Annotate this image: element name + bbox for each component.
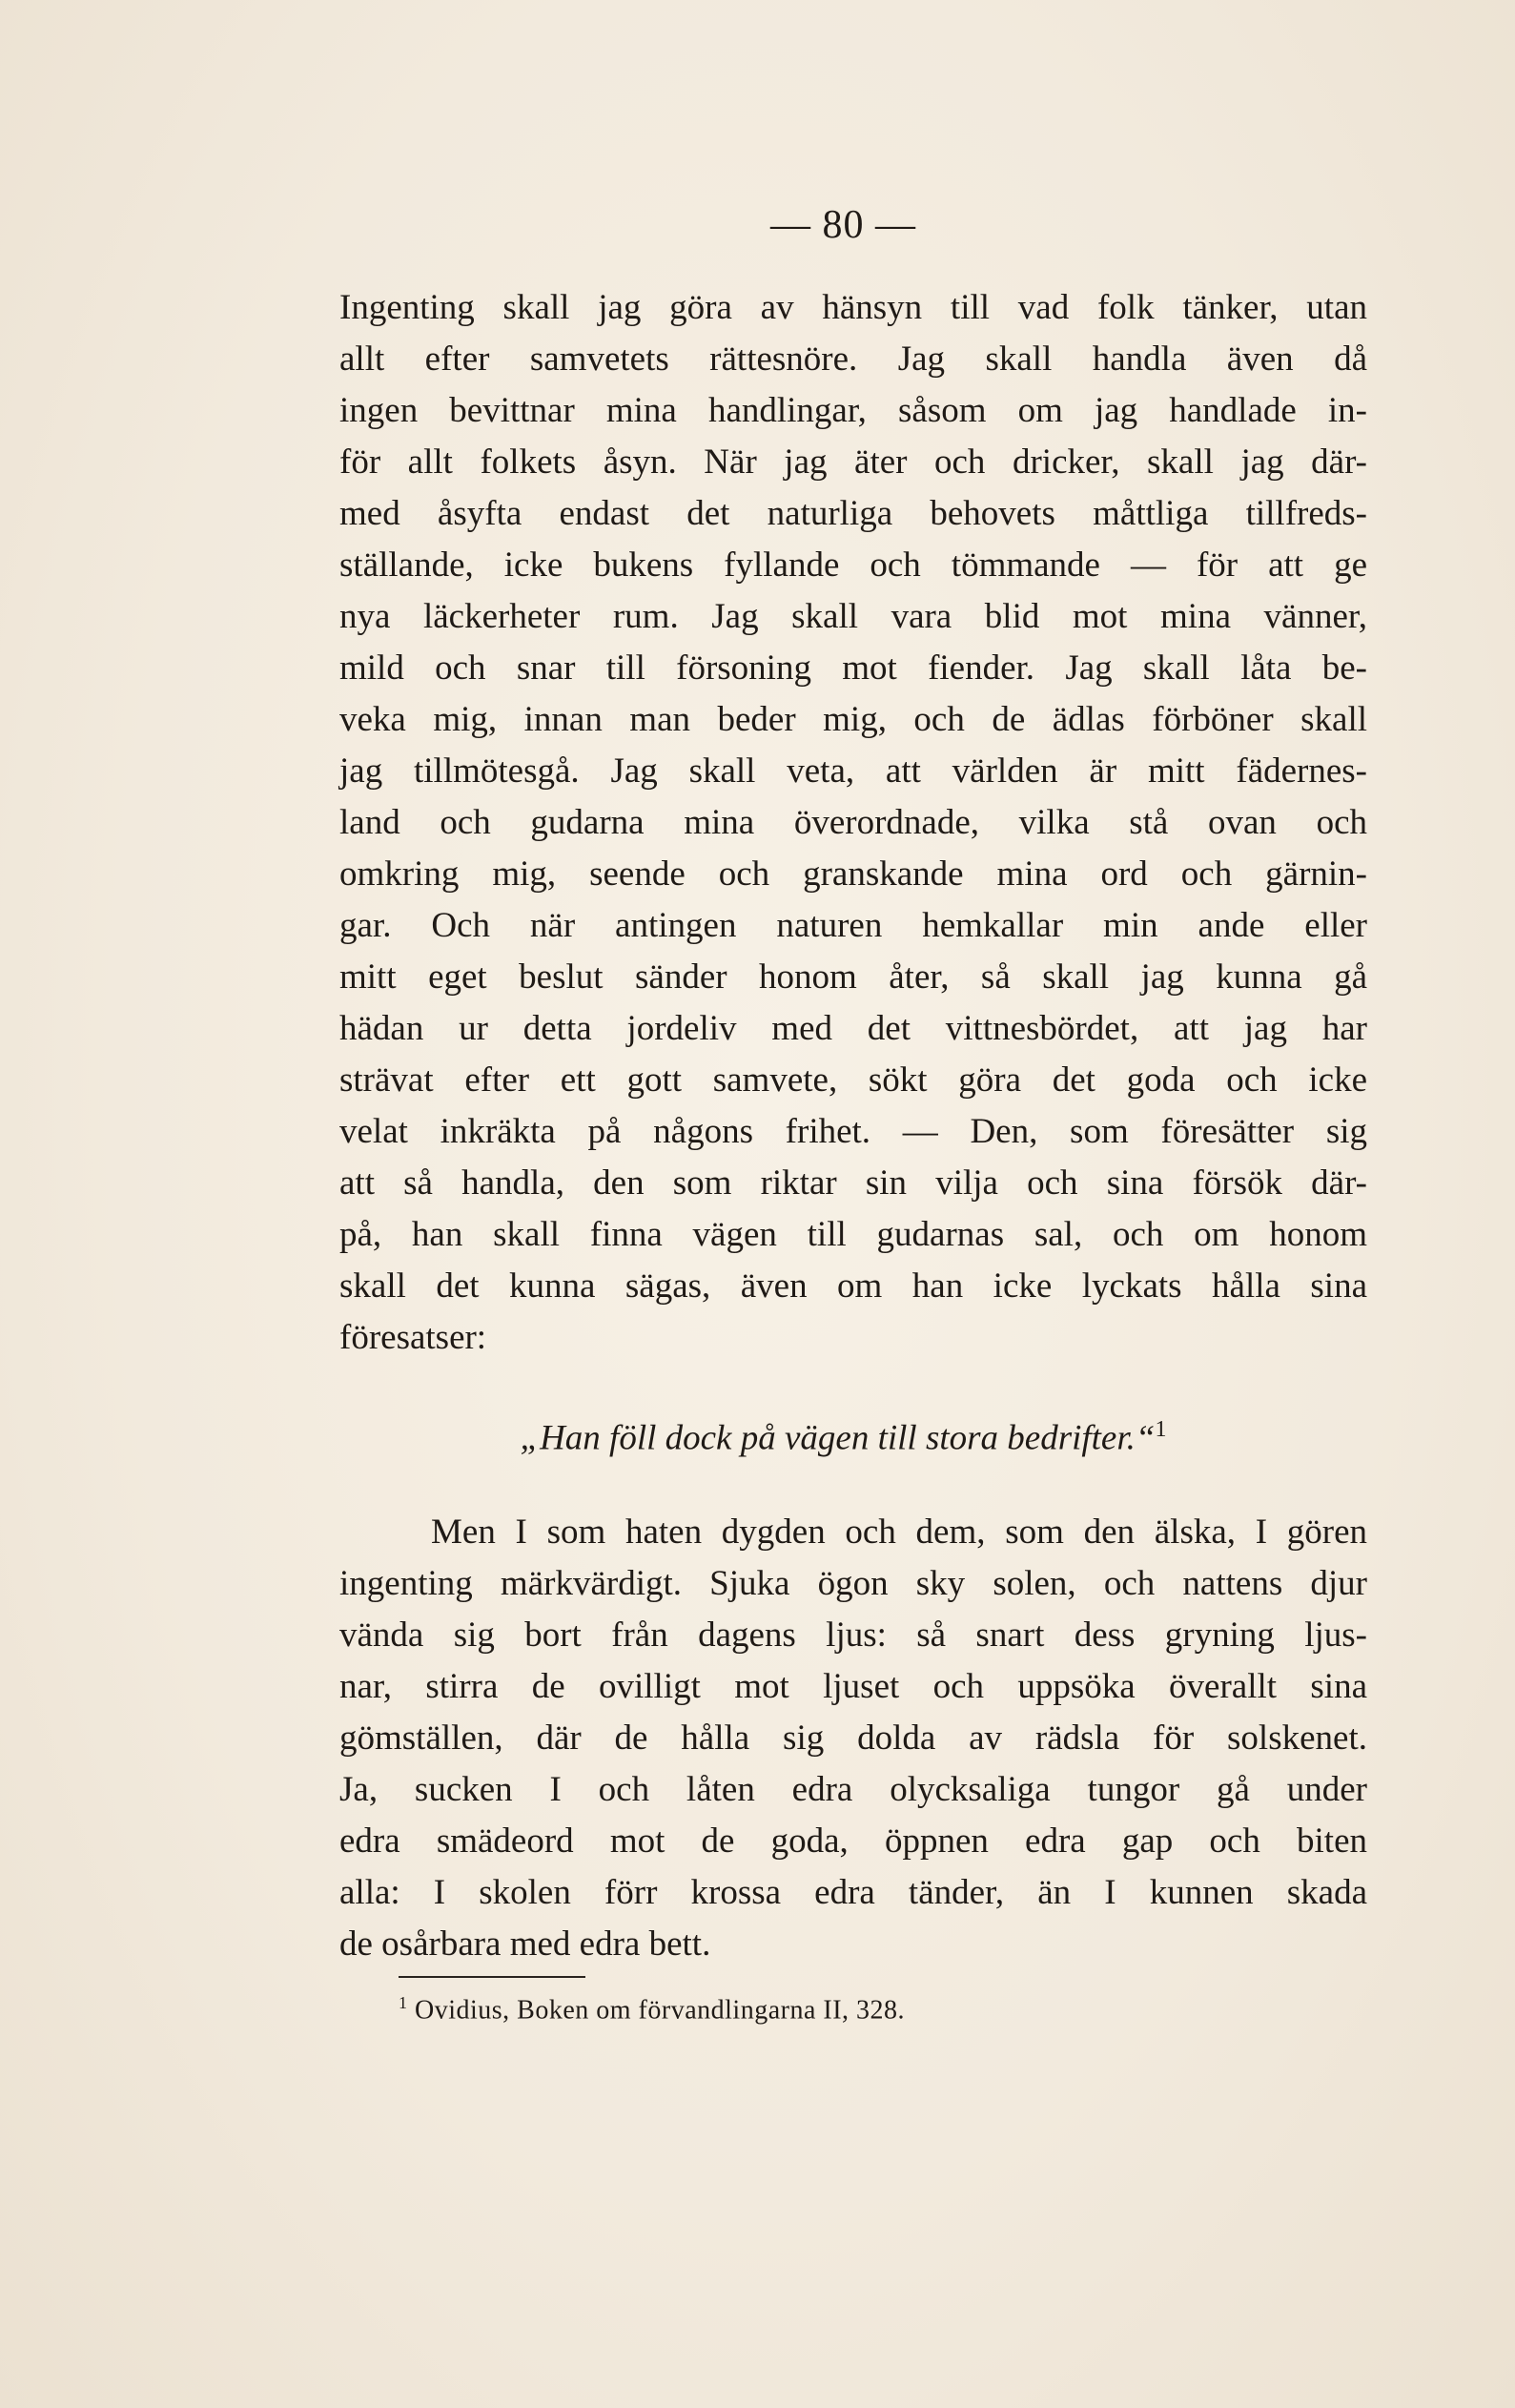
footnote	[399, 1993, 905, 2026]
text-line: ingenting märkvärdigt. Sjuka ögon sky solen, och nattens djur	[339, 1564, 1367, 1603]
text-line: omkring mig, seende och granskande mina ord och gärnin-	[339, 854, 1367, 894]
text-line: ställande, icke bukens fyllande och tömmande — för att ge	[339, 545, 1367, 585]
text-line: skall det kunna sägas, även om han icke lyckats hålla sina	[339, 1266, 1367, 1306]
text-line: jag tillmötesgå. Jag skall veta, att världen är mitt fädernes-	[339, 751, 1367, 791]
quote-text: „Han föll dock på vägen till stora bedrifter.“	[520, 1418, 1156, 1458]
paragraph-2	[339, 1507, 1367, 1970]
text-line: mitt eget beslut sänder honom åter, så skall jag kunna gå	[339, 957, 1367, 997]
text-line: med åsyfta endast det naturliga behovets måttliga tillfreds-	[339, 494, 1367, 533]
text-line: hädan ur detta jordeliv med det vittnesbördet, att jag har	[339, 1009, 1367, 1048]
text-line: Men I som haten dygden och dem, som den älska, I gören	[431, 1513, 1367, 1552]
text-line: veka mig, innan man beder mig, och de ädlas förböner skall	[339, 700, 1367, 739]
text-line: allt efter samvetets rättesnöre. Jag skall handla även då	[339, 340, 1367, 379]
text-line: nya läckerheter rum. Jag skall vara blid mot mina vänner,	[339, 597, 1367, 636]
text-line: land och gudarna mina överordnade, vilka stå ovan och	[339, 803, 1367, 842]
text-line: gömställen, där de hålla sig dolda av rädsla för solskenet.	[339, 1719, 1367, 1758]
verse-quote	[0, 1417, 1515, 1458]
text-line: ingen bevittnar mina handlingar, såsom om jag handlade in-	[339, 391, 1367, 430]
text-line: att så handla, den som riktar sin vilja och sina försök där-	[339, 1163, 1367, 1203]
text-line: mild och snar till försoning mot fiender. Jag skall låta be-	[339, 648, 1367, 688]
text-line: de osårbara med edra bett.	[339, 1924, 711, 1964]
text-line: nar, stirra de ovilligt mot ljuset och uppsöka överallt sina	[339, 1667, 1367, 1706]
text-line: Ingenting skall jag göra av hänsyn till vad folk tänker, utan	[339, 288, 1367, 327]
footnote-text: Ovidius, Boken om förvandlingarna II, 328.	[415, 1995, 906, 2026]
text-line: Ja, sucken I och låten edra olycksaliga tungor gå under	[339, 1770, 1367, 1809]
footnote-reference: 1	[1155, 1417, 1167, 1442]
footnote-mark: 1	[399, 1993, 408, 2012]
text-line: strävat efter ett gott samvete, sökt göra det goda och icke	[339, 1060, 1367, 1100]
text-line: på, han skall finna vägen till gudarnas sal, och om honom	[339, 1215, 1367, 1254]
text-line: vända sig bort från dagens ljus: så snart dess gryning ljus-	[339, 1616, 1367, 1655]
text-line: föresatser:	[339, 1318, 487, 1357]
text-line: gar. Och när antingen naturen hemkallar min ande eller	[339, 906, 1367, 945]
text-line: edra smädeord mot de goda, öppnen edra gap och biten	[339, 1821, 1367, 1861]
paragraph-1	[339, 282, 1367, 1364]
footnote-divider	[399, 1976, 585, 1978]
page-number: — 80 —	[770, 203, 916, 247]
text-line: alla: I skolen förr krossa edra tänder, än I kunnen skada	[339, 1873, 1367, 1912]
text-line: för allt folkets åsyn. När jag äter och dricker, skall jag där-	[339, 442, 1367, 482]
text-line: velat inkräkta på någons frihet. — Den, som föresätter sig	[339, 1112, 1367, 1151]
